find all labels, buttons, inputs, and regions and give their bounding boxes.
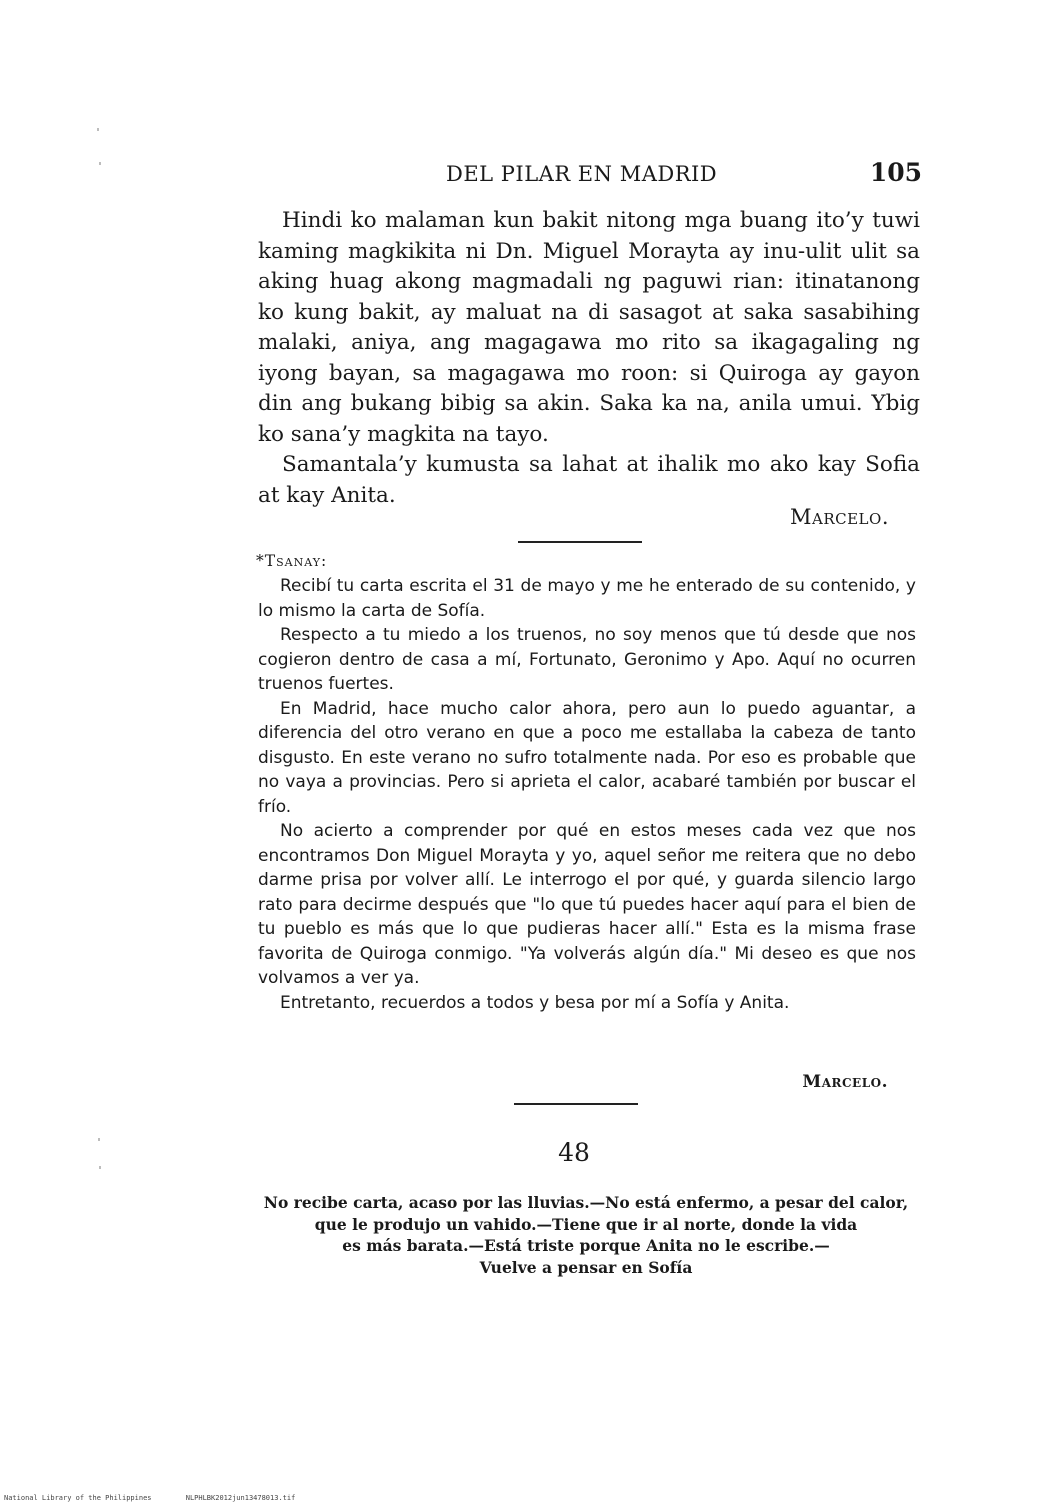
footer-institution: National Library of the Philippines <box>4 1494 152 1502</box>
translation-body <box>258 574 916 1015</box>
letter-body-tagalog <box>258 206 920 511</box>
page-number: 105 <box>869 158 922 187</box>
signature-tagalog: Marcelo. <box>790 505 889 529</box>
paragraph: No acierto a comprender por qué en estos meses cada vez que nos encontramos Don Miguel Morayta y yo, aquel señor me reitera que no debo darme prisa por volver allí. Le interrogo el por qué, y guarda silencio largo rato para decirme después que "lo que tú puedes hacer aquí para el bien de tu pueblo es más que lo que pudieras hacer allí." Esta es la misma frase favorita de Quiroga conmigo. "Ya volverás algún día." Mi deseo es que nos volvamos a ver ya. <box>258 821 916 988</box>
summary-line: es más barata.—Está triste porque Anita no le escribe.— <box>342 1236 830 1255</box>
paragraph: En Madrid, hace mucho calor ahora, pero aun lo puedo aguantar, a diferencia del otro verano en que a poco me estallaba la cabeza de tanto disgusto. En este verano no sufro totalmente nada. Por eso es probable que no vaya a provincias. Pero si aprieta el calor, acabaré también por buscar el frío. <box>258 698 916 817</box>
letter-number: 48 <box>558 1138 590 1167</box>
translation-label: *Tsanay: <box>256 552 328 570</box>
paragraph: Recibí tu carta escrita el 31 de mayo y me he enterado de su contenido, y lo mismo la carta de Sofía. <box>258 576 916 621</box>
divider-rule <box>518 541 642 543</box>
summary-line: Vuelve a pensar en Sofía <box>479 1257 693 1277</box>
paragraph: Hindi ko malaman kun bakit nitong mga buang ito’y tuwi kaming magkikita ni Dn. Miguel Morayta ay inu-ulit ulit sa aking huag akong magmadali ng paguwi rian: itinatanong ko kung bakit, ay maluat na di sasagot at saka sasabihing malaki, aniya, ang magagawa mo rito sa ikagagaling ng iyong bayan, sa magagawa mo roon: si Quiroga ay gayon din ang bukang bibig sa akin. Saka ka na, anila umui. Ybig ko sana’y magkita na tayo. <box>258 208 920 447</box>
scan-speck <box>97 128 99 131</box>
signature-translation: Marcelo. <box>802 1072 888 1092</box>
summary-line: que le produjo un vahido.—Tiene que ir al norte, donde la vida <box>314 1214 858 1234</box>
scan-speck <box>99 162 101 165</box>
paragraph: Samantala’y kumusta sa lahat at ihalik mo ako kay Sofia at kay Anita. <box>258 452 920 508</box>
running-title: DEL PILAR EN MADRID <box>446 162 718 186</box>
divider-rule <box>514 1103 638 1105</box>
letter-summary <box>250 1192 922 1278</box>
footer-file-id: NLPHLBK2012jun13478013.tif <box>185 1494 296 1502</box>
summary-line: No recibe carta, acaso por las lluvias.—No está enfermo, a pesar del calor, <box>263 1193 909 1212</box>
scan-footer <box>4 1494 295 1502</box>
running-header <box>258 158 922 194</box>
paragraph: Respecto a tu miedo a los truenos, no soy menos que tú desde que nos cogieron dentro de casa a mí, Fortunato, Geronimo y Apo. Aquí no ocurren truenos fuertes. <box>258 625 916 694</box>
paragraph: Entretanto, recuerdos a todos y besa por mí a Sofía y Anita. <box>280 992 790 1013</box>
